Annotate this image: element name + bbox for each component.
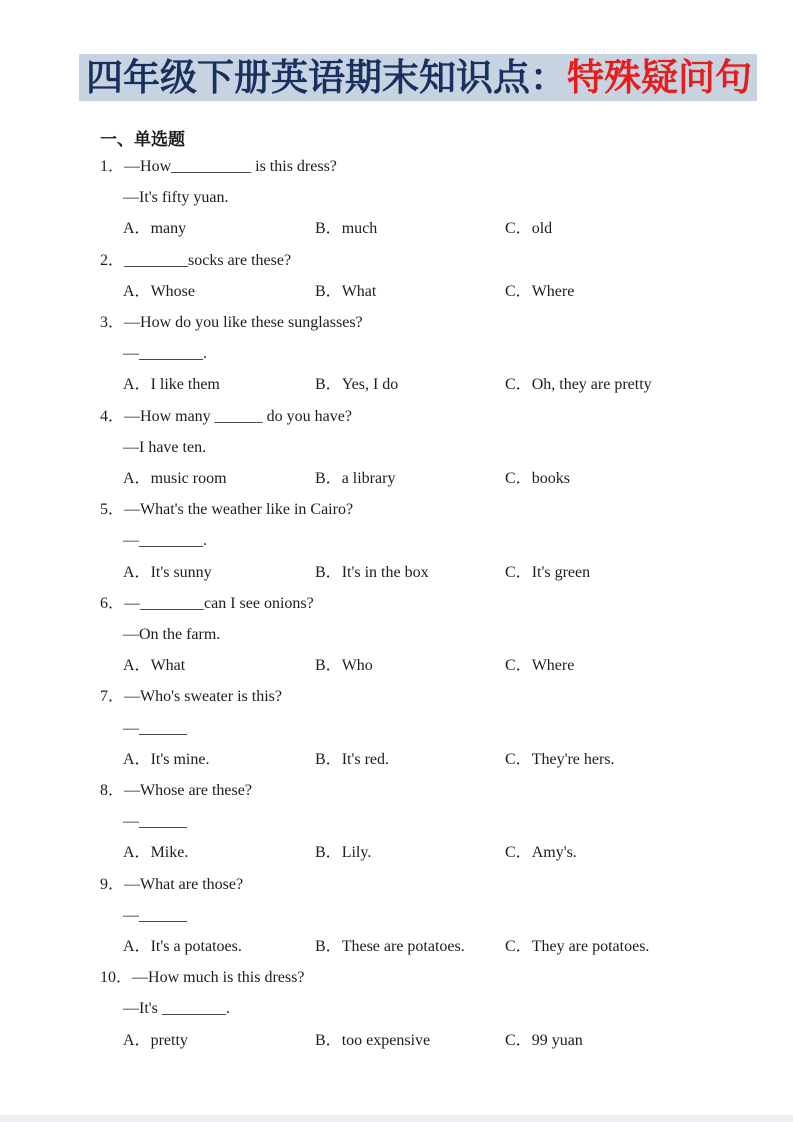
question-line: —It's fifty yuan. <box>123 189 229 207</box>
question-text: —How do you like these sunglasses? <box>124 313 363 331</box>
option-label: B． <box>315 469 342 487</box>
option-text: Lily. <box>341 844 372 862</box>
question-line <box>0 962 793 993</box>
options-row <box>0 1025 793 1056</box>
option-b <box>315 276 376 307</box>
question-line: —________. <box>123 532 207 550</box>
option-text: What <box>150 657 186 675</box>
question-line: —______ <box>123 813 187 831</box>
option-c <box>505 557 590 588</box>
option-a <box>123 931 242 962</box>
option-a <box>123 463 227 494</box>
option-b <box>315 369 398 400</box>
option-label: A． <box>123 1031 151 1049</box>
option-label: C． <box>505 750 532 768</box>
question-number: 1． <box>100 158 125 175</box>
option-text: What <box>341 282 377 300</box>
option-text: They're hers. <box>531 750 615 768</box>
worksheet-title-bar <box>79 54 757 101</box>
option-a <box>123 213 186 244</box>
question-number: 3． <box>100 313 125 331</box>
options-row <box>0 650 793 681</box>
question-line <box>0 245 793 276</box>
option-label: B． <box>315 563 342 581</box>
option-a <box>123 1025 188 1056</box>
option-label: A． <box>123 657 151 675</box>
option-c <box>505 463 570 494</box>
option-text: I like them <box>150 376 220 394</box>
question-text: —Who's sweater is this? <box>124 688 282 706</box>
option-label: B． <box>315 376 342 394</box>
question-number: 6． <box>100 594 125 612</box>
option-label: C． <box>505 469 532 487</box>
option-text: They are potatoes. <box>531 937 650 955</box>
option-label: B． <box>315 220 342 238</box>
section-heading: 一、单选题 <box>100 130 185 149</box>
question-7 <box>0 681 793 775</box>
option-text: It's mine. <box>150 750 210 768</box>
question-line: —________. <box>123 345 207 363</box>
options-row <box>0 463 793 494</box>
page-bottom-edge <box>0 1115 793 1122</box>
option-b <box>315 213 377 244</box>
option-label: C． <box>505 282 532 300</box>
option-b <box>315 931 465 962</box>
option-text: These are potatoes. <box>341 937 465 955</box>
options-row <box>0 369 793 400</box>
question-line: —On the farm. <box>123 625 221 643</box>
question-number: 10． <box>100 969 133 987</box>
option-text: It's in the box <box>341 563 429 581</box>
option-label: A． <box>123 376 151 394</box>
option-c <box>505 369 652 400</box>
option-label: C． <box>505 376 532 394</box>
question-number: 9． <box>100 875 125 893</box>
option-text: a library <box>341 469 396 487</box>
option-a <box>123 744 209 775</box>
option-b <box>315 744 389 775</box>
option-text: Oh, they are pretty <box>531 376 652 394</box>
question-text: —What's the weather like in Cairo? <box>124 501 354 519</box>
option-text: Who <box>341 657 373 675</box>
option-a <box>123 369 220 400</box>
question-line: —It's ________. <box>123 1000 230 1018</box>
option-b <box>315 557 429 588</box>
option-c <box>505 837 577 868</box>
option-c <box>505 1025 583 1056</box>
option-text: pretty <box>150 1031 188 1049</box>
question-number: 4． <box>100 407 125 425</box>
options-row <box>0 557 793 588</box>
question-line <box>0 494 793 525</box>
option-text: music room <box>150 469 227 487</box>
question-text: —What are those? <box>124 875 244 893</box>
option-c <box>505 276 574 307</box>
option-b <box>315 837 371 868</box>
title-highlight-text: 特殊疑问句 <box>567 57 752 98</box>
option-label: B． <box>315 1031 342 1049</box>
question-text: —How__________ is this dress? <box>124 158 337 175</box>
question-4 <box>0 401 793 495</box>
option-text: It's red. <box>341 750 389 768</box>
question-line <box>0 151 793 182</box>
option-label: C． <box>505 563 532 581</box>
question-5 <box>0 494 793 588</box>
option-label: B． <box>315 937 342 955</box>
option-label: C． <box>505 937 532 955</box>
option-label: C． <box>505 1031 532 1049</box>
question-line <box>0 588 793 619</box>
option-label: A． <box>123 220 151 238</box>
title-text: 四年级下册英语期末知识点： <box>86 57 567 98</box>
option-c <box>505 931 649 962</box>
option-text: It's sunny <box>150 563 212 581</box>
option-text: 99 yuan <box>531 1031 583 1049</box>
option-a <box>123 276 195 307</box>
question-number: 8． <box>100 781 125 799</box>
question-line: —I have ten. <box>123 438 207 456</box>
option-label: B． <box>315 657 342 675</box>
option-label: A． <box>123 563 151 581</box>
option-label: C． <box>505 844 532 862</box>
question-line <box>0 307 793 338</box>
question-text: —How many ______ do you have? <box>124 407 352 425</box>
option-text: Amy's. <box>531 844 577 862</box>
option-a <box>123 557 212 588</box>
question-text: —Whose are these? <box>124 781 252 799</box>
option-c <box>505 650 574 681</box>
option-c <box>505 213 552 244</box>
option-text: It's a potatoes. <box>150 937 242 955</box>
option-text: old <box>531 220 553 238</box>
options-row <box>0 744 793 775</box>
option-label: A． <box>123 750 151 768</box>
option-b <box>315 1025 430 1056</box>
question-line: —______ <box>123 906 187 924</box>
option-b <box>315 650 373 681</box>
question-line <box>0 401 793 432</box>
question-list <box>0 151 793 1056</box>
option-text: Where <box>531 657 575 675</box>
question-1 <box>0 151 793 245</box>
option-text: much <box>341 220 378 238</box>
question-text: —________can I see onions? <box>124 594 314 612</box>
options-row <box>0 837 793 868</box>
option-label: B． <box>315 750 342 768</box>
question-10 <box>0 962 793 1056</box>
options-row <box>0 931 793 962</box>
option-b <box>315 463 395 494</box>
option-text: It's green <box>531 563 591 581</box>
option-text: many <box>150 220 187 238</box>
options-row <box>0 276 793 307</box>
option-label: B． <box>315 282 342 300</box>
option-label: B． <box>315 844 342 862</box>
option-c <box>505 744 615 775</box>
question-9 <box>0 869 793 963</box>
question-text: —How much is this dress? <box>132 969 305 987</box>
question-number: 2． <box>100 251 125 269</box>
question-2 <box>0 245 793 307</box>
question-3 <box>0 307 793 401</box>
option-a <box>123 650 185 681</box>
question-6 <box>0 588 793 682</box>
option-label: A． <box>123 469 151 487</box>
option-label: A． <box>123 282 151 300</box>
option-text: Yes, I do <box>341 376 399 394</box>
option-a <box>123 837 188 868</box>
question-line <box>0 869 793 900</box>
option-label: A． <box>123 937 151 955</box>
options-row <box>0 213 793 244</box>
option-label: A． <box>123 844 151 862</box>
question-line <box>0 681 793 712</box>
option-text: books <box>531 469 570 487</box>
option-text: too expensive <box>341 1031 431 1049</box>
question-line: —______ <box>123 719 187 737</box>
question-number: 7． <box>100 688 125 706</box>
question-8 <box>0 775 793 869</box>
question-text: ________socks are these? <box>124 251 292 269</box>
option-label: C． <box>505 220 532 238</box>
option-label: C． <box>505 657 532 675</box>
question-line <box>0 775 793 806</box>
option-text: Mike. <box>150 844 189 862</box>
question-number: 5． <box>100 501 125 519</box>
option-text: Where <box>531 282 575 300</box>
option-text: Whose <box>150 282 195 300</box>
